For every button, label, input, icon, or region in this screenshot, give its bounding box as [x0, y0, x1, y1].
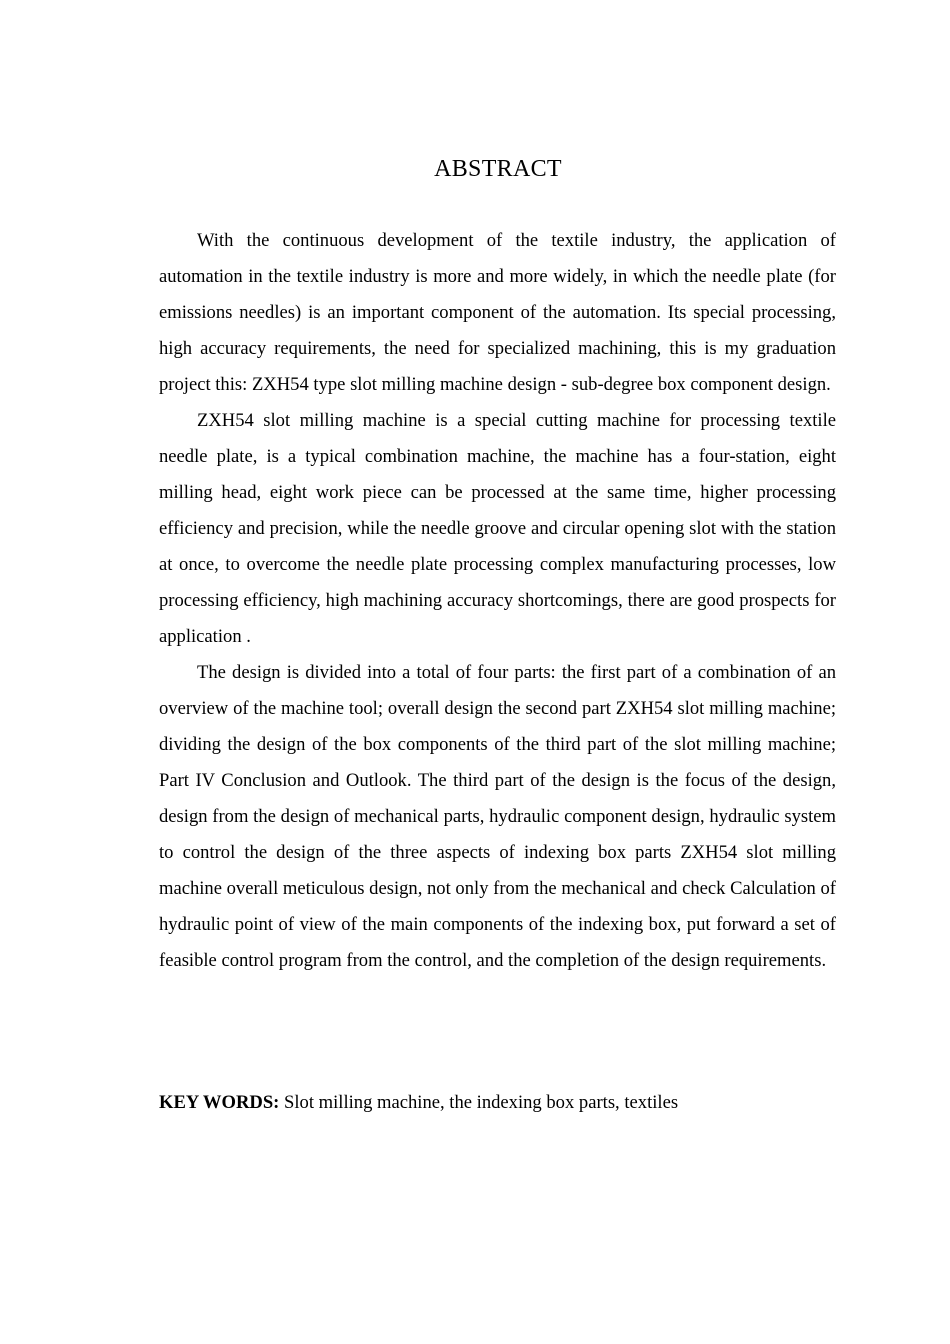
keywords-label: KEY WORDS: [159, 1092, 280, 1113]
abstract-paragraph-3: The design is divided into a total of four parts: the first part of a combination of an overview of the machine tool; overall design the second part ZXH54 slot milling machine; dividing the design of the box components of the third part of the slot milling machine; Part IV Conclusion and Outlook. The third part of the design is the focus of the design, design from the design of mechanical parts, hydraulic component design, hydraulic system to control the design of the three aspects of indexing box parts ZXH54 slot milling machine overall meticulous design, not only from the mechanical and check Calculation of hydraulic point of view of the main components of the indexing box, put forward a set of feasible control program from the control, and the completion of the design requirements. [159, 662, 836, 971]
keywords-line [159, 1085, 836, 1121]
keywords-text: Slot milling machine, the indexing box parts, textiles [284, 1092, 679, 1113]
abstract-body [159, 223, 836, 979]
abstract-paragraph-2: ZXH54 slot milling machine is a special cutting machine for processing textile needle plate, is a typical combination machine, the machine has a four-station, eight milling head, eight work piece can be processed at the same time, higher processing efficiency and precision, while the needle groove and circular opening slot with the station at once, to overcome the needle plate processing complex manufacturing processes, low processing efficiency, high machining accuracy shortcomings, there are good prospects for application . [159, 410, 836, 647]
abstract-title: ABSTRACT [434, 156, 562, 182]
abstract-paragraph-1: With the continuous development of the textile industry, the application of automation in the textile industry is more and more widely, in which the needle plate (for emissions needles) is an important component of the automation. Its special processing, high accuracy requirements, the need for specialized machining, this is my graduation project this: ZXH54 type slot milling machine design - sub-degree box component design. [159, 230, 836, 395]
